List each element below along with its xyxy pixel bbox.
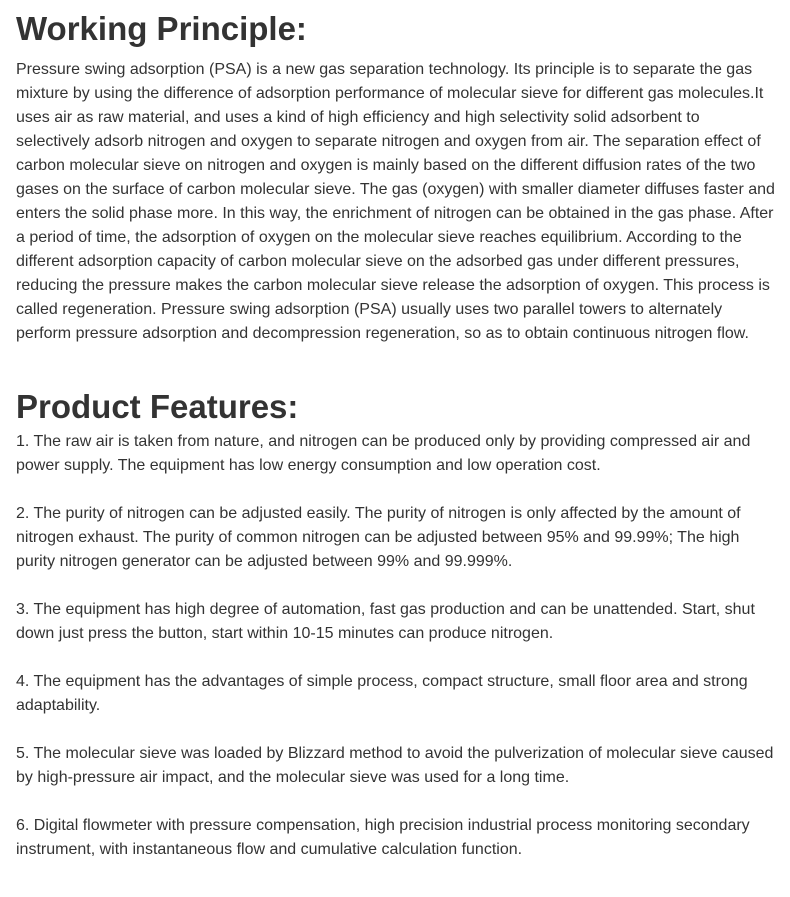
feature-item: 5. The molecular sieve was loaded by Blizzard method to avoid the pulverization of molecular sieve caused by high-pressure air impact, and the molecular sieve was used for a long time. — [16, 745, 774, 786]
working-principle-title: Working Principle: — [16, 10, 307, 47]
feature-item: 6. Digital flowmeter with pressure compensation, high precision industrial process monitoring secondary instrument, with instantaneous flow and cumulative calculation function. — [16, 817, 750, 858]
working-principle-paragraph: Pressure swing adsorption (PSA) is a new gas separation technology. Its principle is to separate the gas mixture by using the difference of adsorption performance of molecular sieve for different gas molecules.It uses air as raw material, and uses a kind of high efficiency and high selectivity solid adsorbent to selectively adsorb nitrogen and oxygen to separate nitrogen and oxygen from air. The separation effect of carbon molecular sieve on nitrogen and oxygen is mainly based on the different diffusion rates of the two gases on the surface of carbon molecular sieve. The gas (oxygen) with smaller diameter diffuses faster and enters the solid phase more. In this way, the enrichment of nitrogen can be obtained in the gas phase. After a period of time, the adsorption of oxygen on the molecular sieve reaches equilibrium. According to the different adsorption capacity of carbon molecular sieve on the adsorbed gas under different pressures, reducing the pressure makes the carbon molecular sieve release the adsorption of oxygen. This process is called regeneration. Pressure swing adsorption (PSA) usually uses two parallel towers to alternately perform pressure adsorption and decompression regeneration, so as to obtain continuous nitrogen flow. — [16, 61, 775, 342]
product-features-section — [16, 387, 776, 862]
feature-item: 1. The raw air is taken from nature, and nitrogen can be produced only by providing compressed air and power supply. The equipment has low energy consumption and low operation cost. — [16, 433, 751, 474]
feature-item: 2. The purity of nitrogen can be adjusted easily. The purity of nitrogen is only affected by the amount of nitrogen exhaust. The purity of common nitrogen can be adjusted between 95% and 99.99%; The high purity nitrogen generator can be adjusted between 99% and 99.999%. — [16, 505, 741, 570]
working-principle-section — [16, 0, 776, 346]
feature-item: 4. The equipment has the advantages of simple process, compact structure, small floor area and strong adaptability. — [16, 673, 748, 714]
product-features-title: Product Features: — [16, 388, 299, 425]
feature-item: 3. The equipment has high degree of automation, fast gas production and can be unattended. Start, shut down just press the button, start within 10-15 minutes can produce nitrogen. — [16, 601, 755, 642]
